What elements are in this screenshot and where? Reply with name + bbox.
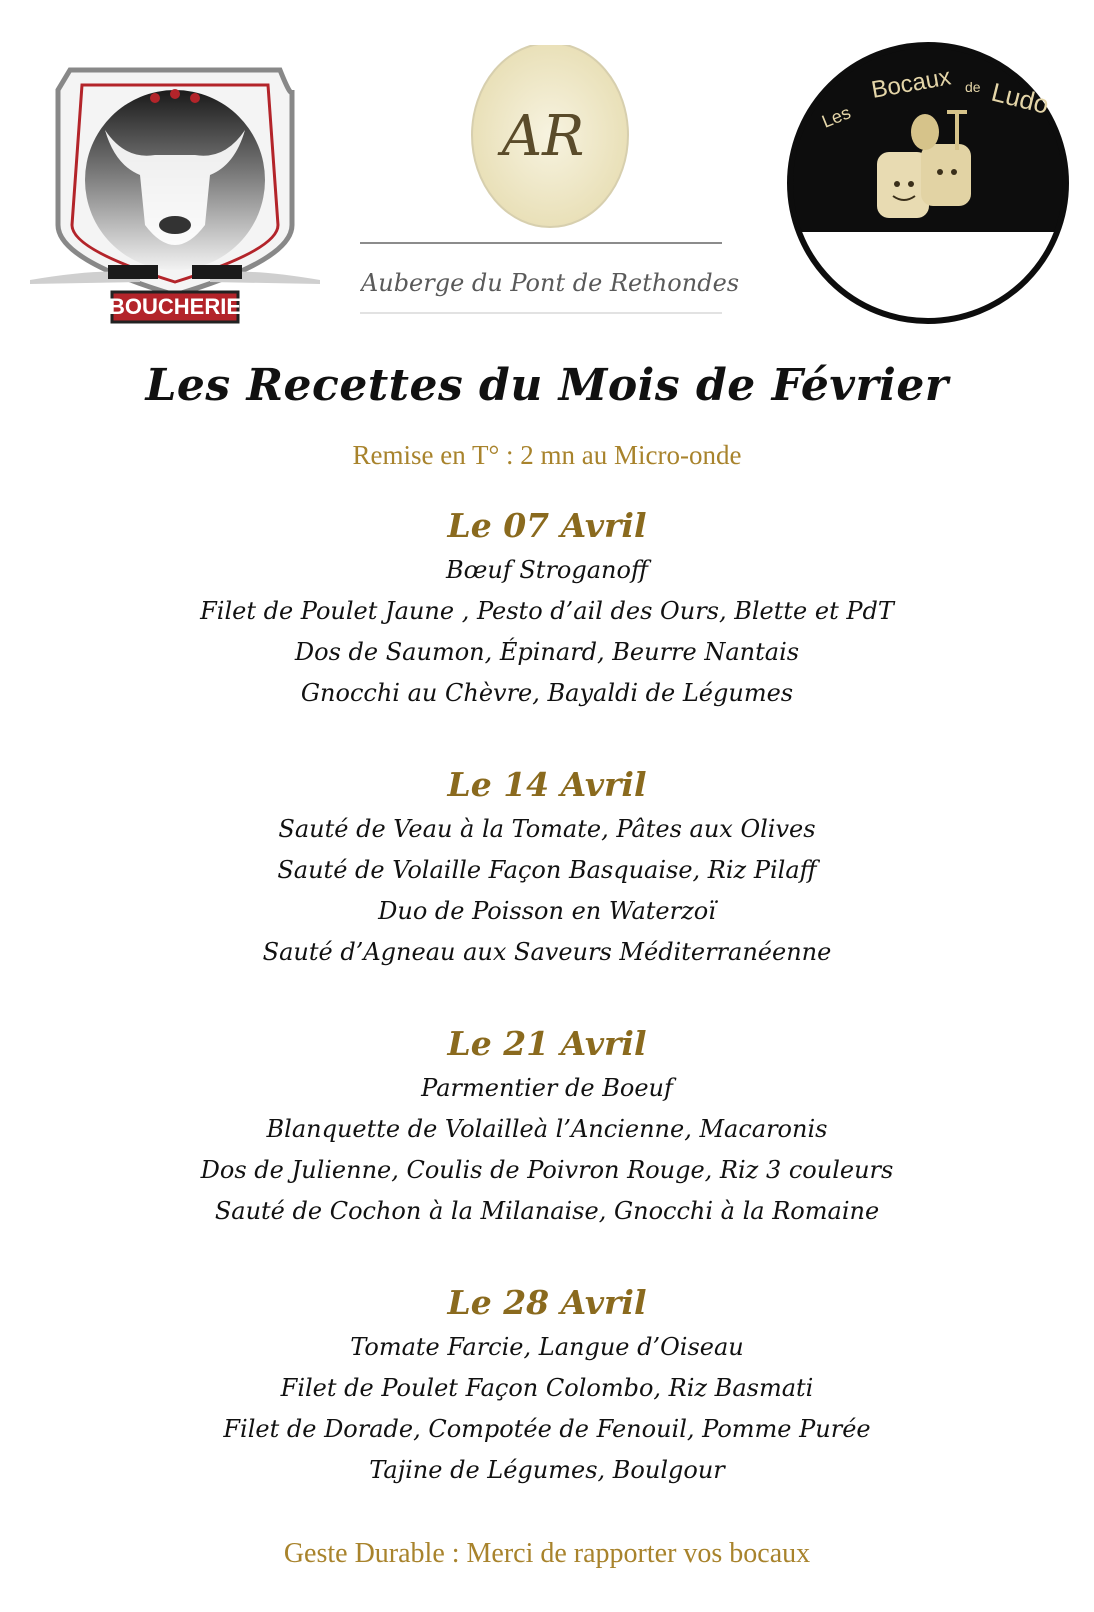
dish-item: Duo de Poisson en Waterzoï (378, 897, 716, 925)
dish-list (0, 809, 1094, 973)
dish-item: Sauté de Cochon à la Milanaise, Gnocchi à la Romaine (214, 1197, 880, 1225)
menu-section (0, 1020, 1094, 1232)
page-title: Les Recettes du Mois de Février (145, 360, 949, 411)
menu-section (0, 502, 1094, 714)
bocaux-de-ludo-logo (785, 40, 1071, 326)
dish-item: Filet de Poulet Jaune , Pesto d’ail des Ours, Blette et PdT (200, 597, 894, 625)
dish-item: Parmentier de Boeuf (421, 1074, 673, 1102)
dish-item: Gnocchi au Chèvre, Bayaldi de Légumes (300, 679, 794, 707)
reheat-instructions: Remise en T° : 2 mn au Micro-onde (352, 440, 742, 470)
dish-item: Filet de Dorade, Compotée de Fenouil, Pomme Purée (223, 1415, 871, 1443)
dish-item: Dos de Julienne, Coulis de Poivron Rouge, Riz 3 couleurs (200, 1156, 894, 1184)
dish-list (0, 1327, 1094, 1491)
dish-item: Dos de Saumon, Épinard, Beurre Nantais (294, 638, 800, 666)
dish-item: Tomate Farcie, Langue d’Oiseau (350, 1333, 744, 1361)
svg-text:Les: Les (819, 102, 854, 132)
dish-item: Sauté d’Agneau aux Saveurs Méditerranéenne (262, 938, 832, 966)
menu-section (0, 1279, 1094, 1491)
section-date: Le 21 Avril (447, 1024, 647, 1063)
svg-text:de: de (965, 79, 981, 95)
dish-item: Bœuf Stroganoff (446, 556, 648, 584)
dish-list (0, 550, 1094, 714)
dish-list (0, 1068, 1094, 1232)
svg-text:Ludo: Ludo (988, 76, 1052, 120)
dish-item: Sauté de Volaille Façon Basquaise, Riz Pilaff (277, 856, 817, 884)
svg-text:Auberge du Pont de Rethondes: Auberge du Pont de Rethondes (360, 269, 740, 297)
svg-text:AR: AR (501, 104, 585, 169)
svg-text:Bocaux: Bocaux (869, 63, 953, 104)
dish-item: Tajine de Légumes, Boulgour (369, 1456, 725, 1484)
auberge-logo (360, 45, 760, 335)
section-date: Le 28 Avril (447, 1283, 647, 1322)
svg-text:BOUCHERIE: BOUCHERIE (108, 294, 242, 319)
footer-note: Geste Durable : Merci de rapporter vos bocaux (283, 1538, 811, 1569)
section-date: Le 14 Avril (447, 765, 647, 804)
dish-item: Filet de Poulet Façon Colombo, Riz Basmati (280, 1374, 814, 1402)
dish-item: Blanquette de Volailleà l’Ancienne, Macaronis (266, 1115, 828, 1143)
boucherie-logo (30, 60, 320, 330)
menu-section (0, 761, 1094, 973)
section-date: Le 07 Avril (447, 506, 647, 545)
dish-item: Sauté de Veau à la Tomate, Pâtes aux Olives (278, 815, 816, 843)
logo-bar (0, 0, 1094, 340)
